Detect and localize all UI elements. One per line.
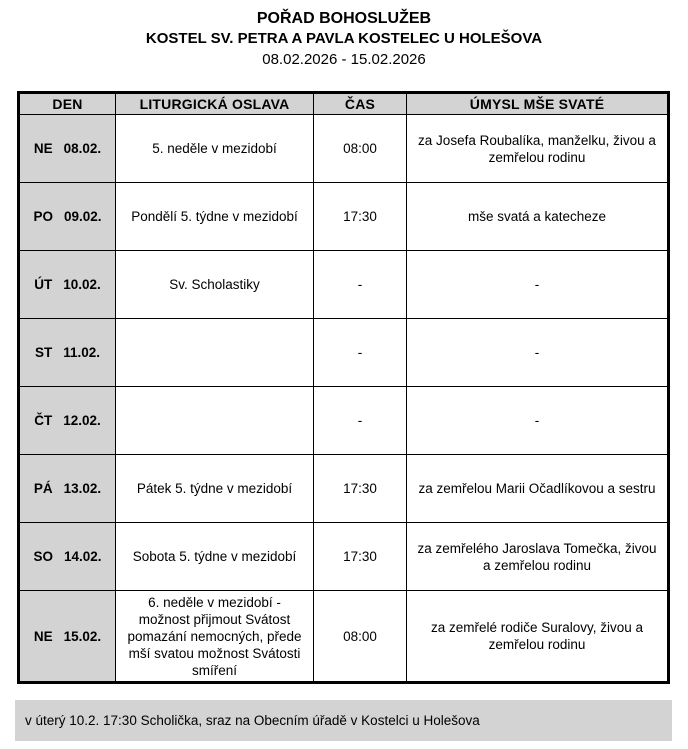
day-date: 14.02. — [63, 549, 102, 564]
column-header-cas: ČAS — [314, 93, 407, 115]
day-abbrev: ČT — [34, 413, 53, 428]
table-row — [19, 183, 669, 251]
table-row — [19, 251, 669, 319]
title-block — [0, 0, 688, 70]
time-cell: 17:30 — [314, 183, 407, 251]
time-cell: - — [314, 387, 407, 455]
time-cell: 08:00 — [314, 591, 407, 683]
time-cell: - — [314, 319, 407, 387]
table-row — [19, 523, 669, 591]
day-date: 11.02. — [63, 345, 101, 360]
celebration-cell: Pondělí 5. týdne v mezidobí — [116, 183, 314, 251]
table-header-row — [19, 93, 669, 115]
intention-cell: - — [407, 251, 669, 319]
table-row — [19, 115, 669, 183]
day-abbrev: PO — [33, 209, 53, 224]
day-cell — [19, 455, 116, 523]
day-cell — [19, 251, 116, 319]
page-subtitle: KOSTEL SV. PETRA A PAVLA KOSTELEC U HOLEŠOVA — [145, 30, 543, 47]
day-cell — [19, 115, 116, 183]
time-cell: 17:30 — [314, 455, 407, 523]
footer-note: v úterý 10.2. 17:30 Scholička, sraz na Obecním úřadě v Kostelci u Holešova — [25, 713, 480, 728]
column-header-umysl-mse-svate: ÚMYSL MŠE SVATÉ — [407, 93, 669, 115]
day-abbrev: NE — [33, 141, 53, 156]
time-cell: 08:00 — [314, 115, 407, 183]
day-abbrev: ÚT — [34, 277, 53, 292]
celebration-cell — [116, 319, 314, 387]
column-header-liturgicka-oslava: LITURGICKÁ OSLAVA — [116, 93, 314, 115]
intention-cell: za zemřelé rodiče Suralovy, živou a zemřelou rodinu — [407, 591, 669, 683]
intention-cell: mše svatá a katecheze — [407, 183, 669, 251]
day-date: 12.02. — [63, 413, 101, 428]
footer-note-bar — [15, 700, 672, 741]
table-row — [19, 319, 669, 387]
celebration-cell: Pátek 5. týdne v mezidobí — [116, 455, 314, 523]
time-cell: - — [314, 251, 407, 319]
intention-cell: za zemřelého Jaroslava Tomečka, živou a zemřelou rodinu — [407, 523, 669, 591]
schedule-body — [19, 115, 669, 683]
table-row — [19, 455, 669, 523]
intention-cell: - — [407, 387, 669, 455]
column-header-den: DEN — [19, 93, 116, 115]
page-title: POŘAD BOHOSLUŽEB — [256, 10, 432, 27]
day-abbrev: NE — [33, 628, 53, 644]
date-range: 08.02.2026 - 15.02.2026 — [262, 51, 426, 68]
day-abbrev: SO — [33, 549, 53, 564]
celebration-cell: Sobota 5. týdne v mezidobí — [116, 523, 314, 591]
day-cell — [19, 387, 116, 455]
intention-cell: za Josefa Roubalíka, manželku, živou a zemřelou rodinu — [407, 115, 669, 183]
day-cell — [19, 523, 116, 591]
day-date: 15.02. — [63, 628, 102, 644]
schedule-table — [17, 91, 670, 684]
day-date: 10.02. — [63, 277, 101, 292]
intention-cell: - — [407, 319, 669, 387]
day-abbrev: ST — [34, 345, 53, 360]
celebration-cell — [116, 387, 314, 455]
day-abbrev: PÁ — [33, 481, 53, 496]
table-row — [19, 387, 669, 455]
intention-cell: za zemřelou Marii Očadlíkovou a sestru — [407, 455, 669, 523]
day-date: 08.02. — [63, 141, 102, 156]
table-row — [19, 591, 669, 683]
day-cell — [19, 183, 116, 251]
celebration-cell: 6. neděle v mezidobí - možnost přijmout Svátost pomazání nemocných, přede mší svatou možnost Svátosti smíření — [116, 591, 314, 683]
day-cell — [19, 591, 116, 683]
day-date: 13.02. — [63, 481, 102, 496]
celebration-cell: Sv. Scholastiky — [116, 251, 314, 319]
celebration-cell: 5. neděle v mezidobí — [116, 115, 314, 183]
time-cell: 17:30 — [314, 523, 407, 591]
day-date: 09.02. — [63, 209, 102, 224]
day-cell — [19, 319, 116, 387]
